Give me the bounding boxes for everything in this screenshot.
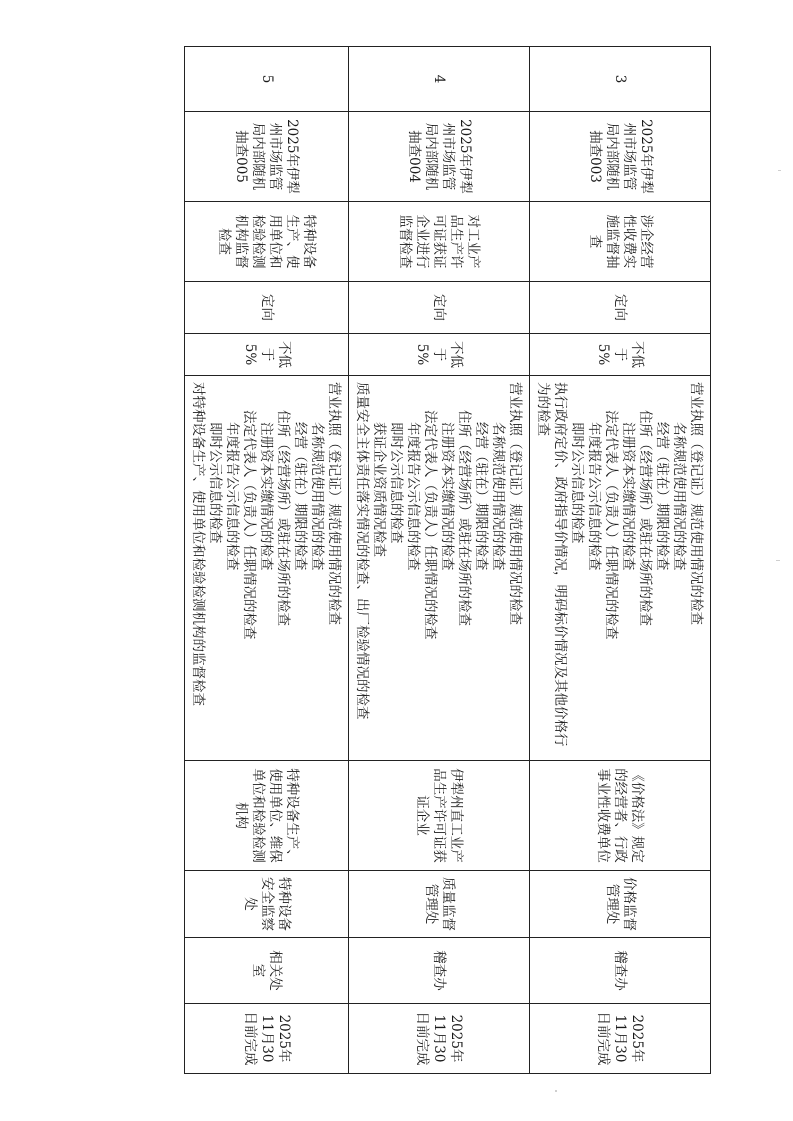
item-line: 法定代表人（负责人）任职情况的检查: [241, 410, 257, 640]
sampling-ratio: 不低于5%: [530, 334, 711, 376]
item-line: 名称规范使用情况的检查: [671, 422, 687, 571]
item-line: 住所（经营场所）或驻在场所的检查: [275, 410, 291, 626]
cooperating-department: 稽查办: [349, 938, 530, 1004]
item-line: 注册资本实缴情况的检查: [620, 422, 636, 571]
item-line: 执行政府定价、政府指导价情况，明码标价情况及其他价格行为的检查: [535, 382, 568, 747]
inspection-matter: 特种设备生产、使用单位和检验检测机构监督检查: [185, 202, 349, 282]
inspection-object: 《价格法》规定的经营者、行政事业性收费单位: [530, 761, 711, 871]
cooperating-department: 稽查办: [530, 938, 711, 1004]
scan-speck: [555, 1090, 557, 1092]
deadline: 2025年11月30日前完成: [530, 1004, 711, 1074]
sampling-method: 定向: [530, 282, 711, 334]
item-line: 即时公示信息的检查: [569, 422, 585, 544]
item-line: 法定代表人（负责人）任职情况的检查: [603, 410, 619, 640]
rotated-table-container: [190, 46, 711, 1073]
row-index: 3: [530, 47, 711, 112]
table-row: [349, 47, 530, 1074]
item-line: 营业执照（登记证）规范使用情况的检查: [688, 382, 704, 625]
lead-department: 价格监督管理处: [530, 871, 711, 938]
deadline: 2025年11月30日前完成: [185, 1004, 349, 1074]
item-line: 经营（驻在）期限的检查: [292, 422, 308, 571]
item-line: 即时公示信息的检查: [388, 422, 404, 544]
table-row: [185, 47, 349, 1074]
inspection-matter: 对工业产品生产许可证获证企业进行监督检查: [349, 202, 530, 282]
item-line: 住所（经营场所）或驻在场所的检查: [456, 410, 472, 626]
item-line: 营业执照（登记证）规范使用情况的检查: [326, 382, 342, 625]
item-line: 年度报告公示信息的检查: [586, 422, 602, 571]
item-line: 法定代表人（负责人）任职情况的检查: [422, 410, 438, 640]
deadline: 2025年11月30日前完成: [349, 1004, 530, 1074]
lead-department: 质量监督管理处: [349, 871, 530, 938]
item-line: 经营（驻在）期限的检查: [473, 422, 489, 571]
row-index: 5: [185, 47, 349, 112]
task-name: 2025年伊犁州市场监管局内部随机抽查004: [349, 112, 530, 202]
inspection-matter: 涉企经营性收费实施监督抽查: [530, 202, 711, 282]
row-index: 4: [349, 47, 530, 112]
item-line: 名称规范使用情况的检查: [490, 422, 506, 571]
item-line: 对特种设备生产、使用单位和检验检测机构的监督检查: [190, 382, 206, 706]
scan-speck: [778, 170, 781, 171]
inspection-object: 特种设备生产、使用单位、维保单位和检验检测机构: [185, 761, 349, 871]
task-name: 2025年伊犁州市场监管局内部随机抽查005: [185, 112, 349, 202]
inspection-object: 伊犁州直工业产品生产许可证获证企业: [349, 761, 530, 871]
item-line: 营业执照（登记证）规范使用情况的检查: [507, 382, 523, 625]
item-line: 年度报告公示信息的检查: [224, 422, 240, 571]
table-row: [530, 47, 711, 1074]
sampling-ratio: 不低于5%: [349, 334, 530, 376]
cooperating-department: 相关处室: [185, 938, 349, 1004]
sampling-ratio: 不低于5%: [185, 334, 349, 376]
item-line: 质量安全主体责任落实情况的检查、出厂检验情况的检查: [354, 382, 370, 720]
sampling-method: 定向: [349, 282, 530, 334]
item-line: 名称规范使用情况的检查: [309, 422, 325, 571]
inspection-items: [185, 376, 349, 761]
lead-department: 特种设备安全监察处: [185, 871, 349, 938]
item-line: 住所（经营场所）或驻在场所的检查: [637, 410, 653, 626]
item-line: 即时公示信息的检查: [207, 422, 223, 544]
sampling-method: 定向: [185, 282, 349, 334]
item-line: 注册资本实缴情况的检查: [439, 422, 455, 571]
scan-speck: [776, 560, 780, 561]
task-name: 2025年伊犁州市场监管局内部随机抽查003: [530, 112, 711, 202]
inspection-plan-table: [184, 46, 711, 1074]
inspection-items: [530, 376, 711, 761]
item-line: 年度报告公示信息的检查: [405, 422, 421, 571]
item-line: 注册资本实缴情况的检查: [258, 422, 274, 571]
item-line: 获证企业资质情况检查: [371, 422, 387, 557]
inspection-items: [349, 376, 530, 761]
item-line: 经营（驻在）期限的检查: [654, 422, 670, 571]
